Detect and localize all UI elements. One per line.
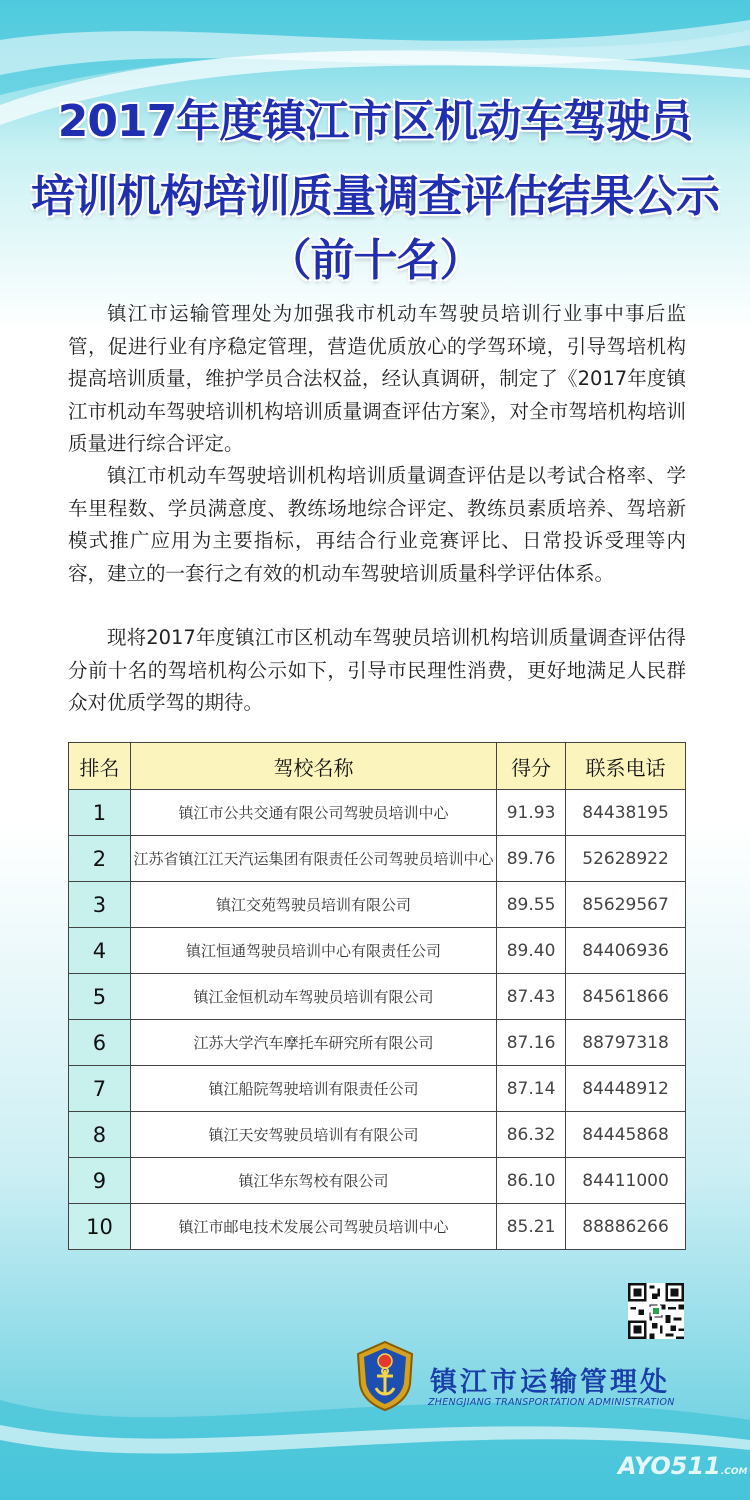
phone-cell: 88886266 [566, 1204, 686, 1250]
table-row [69, 882, 686, 928]
table-row [69, 1158, 686, 1204]
organization-name-en: ZHENGJIANG TRANSPORTATION ADMINISTRATION [428, 1397, 675, 1408]
phone-cell: 84445868 [566, 1112, 686, 1158]
score-cell: 89.55 [497, 882, 566, 928]
table-row [69, 1066, 686, 1112]
qr-code-icon [628, 1283, 684, 1339]
header-school-name: 驾校名称 [130, 743, 496, 790]
rank-cell: 9 [69, 1158, 131, 1204]
rank-cell: 4 [69, 928, 131, 974]
score-cell: 87.14 [497, 1066, 566, 1112]
school-name-cell: 镇江天安驾驶员培训有有限公司 [130, 1112, 496, 1158]
organization-name-cn: 镇江市运输管理处 [430, 1367, 670, 1398]
watermark [618, 1452, 747, 1480]
rank-cell: 3 [69, 882, 131, 928]
phone-cell: 84411000 [566, 1158, 686, 1204]
score-cell: 86.10 [497, 1158, 566, 1204]
phone-cell: 84448912 [566, 1066, 686, 1112]
rank-cell: 7 [69, 1066, 131, 1112]
school-name-cell: 镇江恒通驾驶员培训中心有限责任公司 [130, 928, 496, 974]
watermark-suffix: .COM [720, 1467, 748, 1477]
table-row [69, 790, 686, 836]
table-row [69, 1112, 686, 1158]
phone-cell: 84406936 [566, 928, 686, 974]
rank-cell: 8 [69, 1112, 131, 1158]
score-cell: 89.76 [497, 836, 566, 882]
rank-cell: 5 [69, 974, 131, 1020]
intro-paragraph-3: 现将2017年度镇江市区机动车驾驶员培训机构培训质量调查评估得分前十名的驾培机构公示如下，引导市民理性消费，更好地满足人民群众对优质学驾的期待。 [68, 626, 686, 714]
header-phone: 联系电话 [566, 743, 686, 790]
phone-cell: 88797318 [566, 1020, 686, 1066]
table-header-row [69, 743, 686, 790]
table-row [69, 974, 686, 1020]
phone-cell: 52628922 [566, 836, 686, 882]
score-cell: 89.40 [497, 928, 566, 974]
rank-cell: 2 [69, 836, 131, 882]
table-row [69, 1020, 686, 1066]
school-name-cell: 江苏省镇江江天汽运集团有限责任公司驾驶员培训中心 [130, 836, 496, 882]
phone-cell: 85629567 [566, 882, 686, 928]
header-rank: 排名 [69, 743, 131, 790]
table-row [69, 836, 686, 882]
rank-cell: 6 [69, 1020, 131, 1066]
school-name-cell: 镇江金恒机动车驾驶员培训有限公司 [130, 974, 496, 1020]
rank-cell: 10 [69, 1204, 131, 1250]
school-name-cell: 镇江市公共交通有限公司驾驶员培训中心 [130, 790, 496, 836]
school-name-cell: 江苏大学汽车摩托车研究所有限公司 [130, 1020, 496, 1066]
transport-emblem-icon [350, 1340, 420, 1412]
page-title-line1: 2017年度镇江市区机动车驾驶员 [57, 96, 693, 147]
school-name-cell: 镇江交苑驾驶员培训有限公司 [130, 882, 496, 928]
school-name-cell: 镇江船院驾驶培训有限责任公司 [130, 1066, 496, 1112]
rank-cell: 1 [69, 790, 131, 836]
school-name-cell: 镇江市邮电技术发展公司驾驶员培训中心 [130, 1204, 496, 1250]
table-row [69, 928, 686, 974]
score-cell: 87.43 [497, 974, 566, 1020]
intro-paragraph-2: 镇江市机动车驾驶培训机构培训质量调查评估是以考试合格率、学车里程数、学员满意度、教练场地综合评定、教练员素质培养、驾培新模式推广应用为主要指标，再结合行业竞赛评比、日常投诉受理等内容，建立的一套行之有效的机动车驾驶培训质量科学评估体系。 [68, 464, 686, 585]
phone-cell: 84438195 [566, 790, 686, 836]
school-name-cell: 镇江华东驾校有限公司 [130, 1158, 496, 1204]
table-row [69, 1204, 686, 1250]
table-body [69, 790, 686, 1250]
score-cell: 87.16 [497, 1020, 566, 1066]
watermark-text: AYO511 [618, 1452, 721, 1480]
score-cell: 91.93 [497, 790, 566, 836]
phone-cell: 84561866 [566, 974, 686, 1020]
page-title-line2: 培训机构培训质量调查评估结果公示（前十名） [31, 171, 719, 286]
intro-paragraph-1: 镇江市运输管理处为加强我市机动车驾驶员培训行业事中事后监管，促进行业有序稳定管理，营造优质放心的学驾环境，引导驾培机构提高培训质量，维护学员合法权益，经认真调研，制定了《2017年度镇江市机动车驾驶培训机构培训质量调查评估方案》，对全市驾培机构培训质量进行综合评定。 [68, 302, 686, 455]
ranking-table [68, 742, 686, 1250]
score-cell: 86.32 [497, 1112, 566, 1158]
header-score: 得分 [497, 743, 566, 790]
score-cell: 85.21 [497, 1204, 566, 1250]
